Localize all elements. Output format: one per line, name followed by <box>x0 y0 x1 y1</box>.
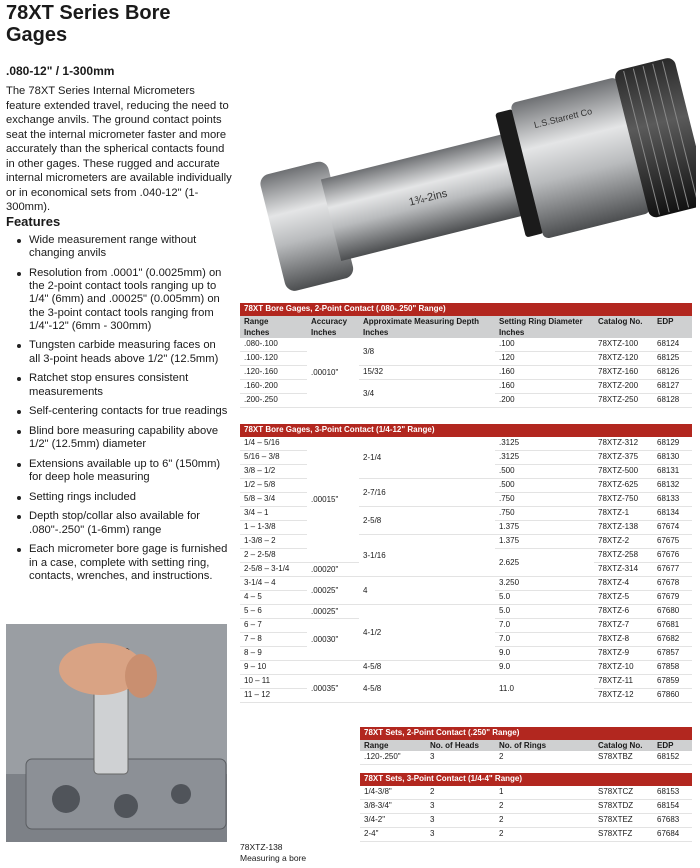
col-unit <box>594 327 653 338</box>
cell-edp: 67676 <box>653 549 692 563</box>
cell-range: 3-1/4 – 4 <box>240 577 307 591</box>
table-title: 78XT Sets, 2-Point Contact (.250" Range) <box>360 727 692 740</box>
cell-catalog: S78XTDZ <box>594 800 653 814</box>
table-title: 78XT Bore Gages, 2-Point Contact (.080-.250" Range) <box>240 303 692 316</box>
cell-edp: 67680 <box>653 605 692 619</box>
features-heading: Features <box>6 214 61 229</box>
cell-edp: 67675 <box>653 535 692 549</box>
cell-edp: 67860 <box>653 689 692 703</box>
cell-range: 5/16 – 3/8 <box>240 451 307 465</box>
cell-edp: 68124 <box>653 338 692 352</box>
cell-ring: 9.0 <box>495 661 594 675</box>
hero-engraving: 1¾-2ins <box>407 187 449 209</box>
page-title: 78XT Series Bore Gages <box>6 2 171 46</box>
cell-range: 5 – 6 <box>240 605 307 619</box>
col-unit: Inches <box>495 327 594 338</box>
col-unit: Inches <box>307 327 359 338</box>
cell-edp: 68154 <box>653 800 692 814</box>
cell-catalog: 78XTZ-4 <box>594 577 653 591</box>
cell-depth: 2-5/8 <box>359 507 495 535</box>
table-3-point-bore-gages <box>240 424 692 703</box>
caption-catalog-number: 78XTZ-138 <box>240 842 283 852</box>
cell-ring: 7.0 <box>495 633 594 647</box>
feature-item: Self-centering contacts for true readings <box>6 405 228 418</box>
cell-catalog: 78XTZ-258 <box>594 549 653 563</box>
measuring-bore-photo <box>6 624 227 842</box>
cell-range: 10 – 11 <box>240 675 307 689</box>
col-header: EDP <box>653 740 692 751</box>
cell-catalog: 78XTZ-160 <box>594 366 653 380</box>
cell-catalog: 78XTZ-500 <box>594 465 653 479</box>
cell-ring: .100 <box>495 338 594 352</box>
cell-rings: 2 <box>495 751 594 765</box>
cell-range: 7 – 8 <box>240 633 307 647</box>
cell-ring: .750 <box>495 507 594 521</box>
feature-item: Ratchet stop ensures consistent measurements <box>6 372 228 398</box>
cell-accuracy-empty <box>307 661 359 675</box>
col-header: No. of Heads <box>426 740 495 751</box>
cell-heads: 3 <box>426 800 495 814</box>
cell-range: 4 – 5 <box>240 591 307 605</box>
cell-ring: .750 <box>495 493 594 507</box>
cell-heads: 3 <box>426 751 495 765</box>
cell-ring: .200 <box>495 394 594 408</box>
cell-ring: 3.250 <box>495 577 594 591</box>
cell-catalog: 78XTZ-625 <box>594 479 653 493</box>
cell-edp: 67682 <box>653 633 692 647</box>
cell-ring: 5.0 <box>495 605 594 619</box>
table-row <box>240 338 692 352</box>
cell-depth: 4-1/2 <box>359 605 495 661</box>
cell-catalog: 78XTZ-2 <box>594 535 653 549</box>
table-3-point-sets <box>360 773 692 842</box>
hero-brand: L.S.Starrett Co <box>532 106 594 131</box>
cell-catalog: 78XTZ-250 <box>594 394 653 408</box>
col-header: Approximate Measuring Depth <box>359 316 495 327</box>
cell-catalog: 78XTZ-100 <box>594 338 653 352</box>
cell-catalog: S78XTFZ <box>594 828 653 842</box>
cell-catalog: S78XTBZ <box>594 751 653 765</box>
cell-edp: 67683 <box>653 814 692 828</box>
cell-range: 2-5/8 – 3-1/4 <box>240 563 307 577</box>
cell-edp: 67857 <box>653 647 692 661</box>
cell-depth: 2-7/16 <box>359 479 495 507</box>
cell-catalog: 78XTZ-200 <box>594 380 653 394</box>
cell-edp: 68127 <box>653 380 692 394</box>
cell-depth: 2-1/4 <box>359 437 495 479</box>
cell-ring: .160 <box>495 380 594 394</box>
cell-depth: 4-5/8 <box>359 661 495 675</box>
feature-item: Blind bore measuring capability above 1/2" (12.5mm) diameter <box>6 425 228 451</box>
table-2-point-bore-gages <box>240 303 692 408</box>
col-unit: Inches <box>240 327 307 338</box>
cell-edp: 67684 <box>653 828 692 842</box>
feature-item: Tungsten carbide measuring faces on all 3-point heads above 1/2" (12.5mm) <box>6 339 228 365</box>
cell-range: 3/8 – 1/2 <box>240 465 307 479</box>
table-row <box>240 675 692 689</box>
cell-range: 1 – 1-3/8 <box>240 521 307 535</box>
table-row <box>360 828 692 842</box>
col-unit: Inches <box>359 327 495 338</box>
col-header: No. of Rings <box>495 740 594 751</box>
cell-range: 1/2 – 5/8 <box>240 479 307 493</box>
cell-accuracy: .00030" <box>307 619 359 661</box>
cell-edp: 67859 <box>653 675 692 689</box>
cell-edp: 68153 <box>653 786 692 800</box>
cell-heads: 2 <box>426 786 495 800</box>
cell-range: .200-.250 <box>240 394 307 408</box>
cell-ring: .120 <box>495 352 594 366</box>
cell-depth: 3-1/16 <box>359 535 495 577</box>
cell-ring: 11.0 <box>495 675 594 703</box>
cell-range: 3/8-3/4" <box>360 800 426 814</box>
cell-catalog: 78XTZ-7 <box>594 619 653 633</box>
cell-catalog: 78XTZ-375 <box>594 451 653 465</box>
bore-gage-product-image <box>248 4 696 294</box>
cell-catalog: 78XTZ-314 <box>594 563 653 577</box>
cell-ring: 1.375 <box>495 535 594 549</box>
cell-range: 2-4" <box>360 828 426 842</box>
cell-edp: 68132 <box>653 479 692 493</box>
cell-ring: 7.0 <box>495 619 594 633</box>
range-subtitle: .080-12" / 1-300mm <box>6 64 115 78</box>
cell-catalog: S78XTEZ <box>594 814 653 828</box>
cell-edp: 68152 <box>653 751 692 765</box>
cell-rings: 1 <box>495 786 594 800</box>
cell-range: .120-.160 <box>240 366 307 380</box>
feature-item: Setting rings included <box>6 491 228 504</box>
cell-range: 9 – 10 <box>240 661 307 675</box>
cell-edp: 67678 <box>653 577 692 591</box>
cell-range: 1-3/8 – 2 <box>240 535 307 549</box>
col-unit <box>653 327 692 338</box>
feature-item: Resolution from .0001" (0.0025mm) on the 2-point contact tools ranging up to 1/4" (6mm) and .00025" (0.005mm) on the 3-point contact tools ranging from 1/4"-12" (6mm - 300mm) <box>6 267 228 333</box>
cell-edp: 68134 <box>653 507 692 521</box>
cell-edp: 68133 <box>653 493 692 507</box>
cell-catalog: 78XTZ-9 <box>594 647 653 661</box>
cell-edp: 67858 <box>653 661 692 675</box>
cell-edp: 68126 <box>653 366 692 380</box>
cell-edp: 67679 <box>653 591 692 605</box>
table-row <box>360 751 692 765</box>
cell-ring: 1.375 <box>495 521 594 535</box>
cell-heads: 3 <box>426 814 495 828</box>
cell-edp: 68130 <box>653 451 692 465</box>
cell-range: 6 – 7 <box>240 619 307 633</box>
cell-range: .100-.120 <box>240 352 307 366</box>
col-header: Setting Ring Diameter <box>495 316 594 327</box>
cell-range: 1/4-3/8" <box>360 786 426 800</box>
cell-range: 3/4 – 1 <box>240 507 307 521</box>
cell-range: 8 – 9 <box>240 647 307 661</box>
cell-accuracy: .00015" <box>307 437 359 563</box>
cell-edp: 68125 <box>653 352 692 366</box>
table-row <box>240 437 692 451</box>
col-header: Range <box>360 740 426 751</box>
cell-ring: .500 <box>495 465 594 479</box>
cell-range: 5/8 – 3/4 <box>240 493 307 507</box>
cell-depth: 3/8 <box>359 338 495 366</box>
cell-range: 1/4 – 5/16 <box>240 437 307 451</box>
cell-edp: 67674 <box>653 521 692 535</box>
col-header: Catalog No. <box>594 316 653 327</box>
cell-catalog: 78XTZ-120 <box>594 352 653 366</box>
cell-catalog: 78XTZ-8 <box>594 633 653 647</box>
cell-depth: 15/32 <box>359 366 495 380</box>
cell-range: 2 – 2-5/8 <box>240 549 307 563</box>
cell-catalog: 78XTZ-6 <box>594 605 653 619</box>
cell-edp: 68131 <box>653 465 692 479</box>
cell-range: .120-.250" <box>360 751 426 765</box>
table-title: 78XT Bore Gages, 3-Point Contact (1/4-12" Range) <box>240 424 692 437</box>
cell-edp: 68128 <box>653 394 692 408</box>
cell-range: 11 – 12 <box>240 689 307 703</box>
cell-catalog: 78XTZ-138 <box>594 521 653 535</box>
cell-accuracy: .00025" <box>307 577 359 605</box>
cell-range: 3/4-2" <box>360 814 426 828</box>
feature-item: Each micrometer bore gage is furnished in a case, complete with setting ring, contacts, wrenches, and instructions. <box>6 543 228 583</box>
cell-edp: 67677 <box>653 563 692 577</box>
cell-range: .160-.200 <box>240 380 307 394</box>
cell-catalog: 78XTZ-5 <box>594 591 653 605</box>
cell-ring: .3125 <box>495 451 594 465</box>
cell-catalog: 78XTZ-12 <box>594 689 653 703</box>
cell-edp: 68129 <box>653 437 692 451</box>
table-title: 78XT Sets, 3-Point Contact (1/4-4" Range) <box>360 773 692 786</box>
cell-accuracy: .00025" <box>307 605 359 619</box>
cell-range: .080-.100 <box>240 338 307 352</box>
feature-item: Wide measurement range without changing anvils <box>6 234 228 260</box>
cell-ring: 9.0 <box>495 647 594 661</box>
feature-item: Depth stop/collar also available for .080"-.250" (1-6mm) range <box>6 510 228 536</box>
photo-caption <box>240 842 306 864</box>
table-row <box>240 605 692 619</box>
cell-depth: 4 <box>359 577 495 605</box>
cell-catalog: 78XTZ-11 <box>594 675 653 689</box>
cell-catalog: S78XTCZ <box>594 786 653 800</box>
cell-ring: .500 <box>495 479 594 493</box>
cell-rings: 2 <box>495 800 594 814</box>
cell-accuracy: .00010" <box>307 338 359 408</box>
table-row <box>360 800 692 814</box>
col-header: Range <box>240 316 307 327</box>
cell-ring: 5.0 <box>495 591 594 605</box>
cell-ring: 2.625 <box>495 549 594 577</box>
cell-catalog: 78XTZ-750 <box>594 493 653 507</box>
caption-description: Measuring a bore <box>240 853 307 863</box>
cell-ring: .160 <box>495 366 594 380</box>
table-row <box>240 661 692 675</box>
cell-heads: 3 <box>426 828 495 842</box>
table-row <box>360 814 692 828</box>
cell-depth: 3/4 <box>359 380 495 408</box>
cell-catalog: 78XTZ-10 <box>594 661 653 675</box>
cell-catalog: 78XTZ-1 <box>594 507 653 521</box>
cell-edp: 67681 <box>653 619 692 633</box>
col-header: Accuracy <box>307 316 359 327</box>
table-row <box>240 577 692 591</box>
col-header: EDP <box>653 316 692 327</box>
cell-ring: .3125 <box>495 437 594 451</box>
cell-accuracy: .00035" <box>307 675 359 703</box>
table-2-point-sets <box>360 727 692 765</box>
features-list <box>6 234 228 589</box>
intro-paragraph: The 78XT Series Internal Micrometers feature extended travel, reducing the need to exchange anvils. The ground contact points seat the internal micrometer faster and more accurately than the spherical contacts found in other gages. These rugged and accurate internal micrometers are available individually or in economical sets from .040-12" (1-300mm). <box>6 85 232 213</box>
cell-accuracy: .00020" <box>307 563 359 577</box>
cell-rings: 2 <box>495 828 594 842</box>
cell-depth: 4-5/8 <box>359 675 495 703</box>
cell-rings: 2 <box>495 814 594 828</box>
cell-catalog: 78XTZ-312 <box>594 437 653 451</box>
col-header: Catalog No. <box>594 740 653 751</box>
feature-item: Extensions available up to 6" (150mm) for deep hole measuring <box>6 458 228 484</box>
table-row <box>360 786 692 800</box>
